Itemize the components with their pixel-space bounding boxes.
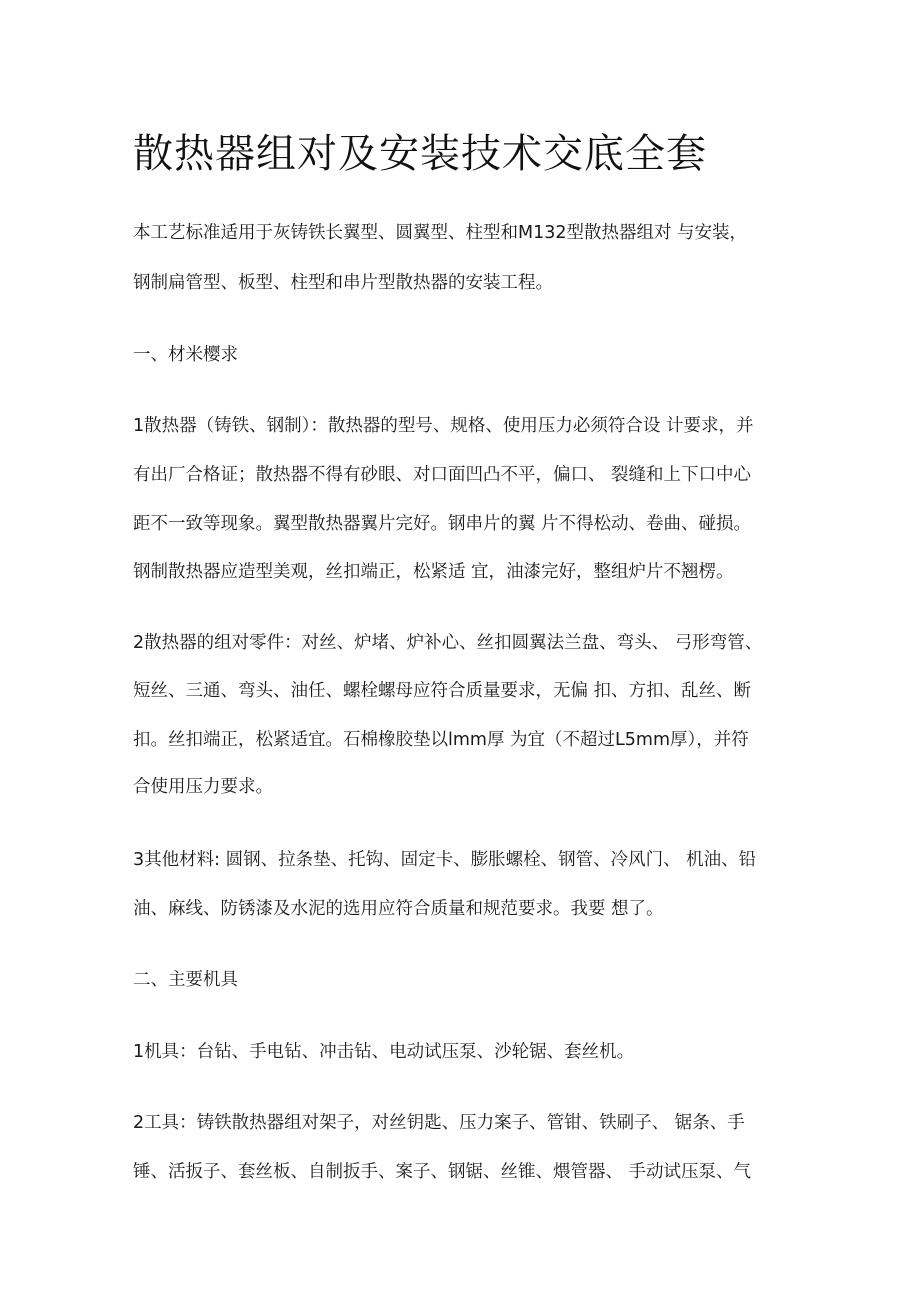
paragraph-2-line-2: 短丝、三通、弯头、油任、螺栓螺母应符合质量要求，无偏 扣、方扣、乱丝、断 [133, 681, 752, 701]
intro-line-2: 钢制扁管型、板型、柱型和串片型散热器的安装工程。 [133, 273, 553, 293]
paragraph-2-line-4: 合使用压力要求。 [133, 777, 273, 797]
paragraph-2-line-1: 2散热器的组对零件：对丝、炉堵、炉补心、丝扣圆翼法兰盘、弯头、 弓形弯管、 [133, 633, 763, 653]
paragraph-1-line-2: 有出厂合格证；散热器不得有砂眼、对口面凹凸不平，偏口、 裂缝和上下口中心 [133, 465, 752, 485]
paragraph-5-line-1: 2工具：铸铁散热器组对架子，对丝钥匙、压力案子、管钳、铁刷子、 锯条、手 [133, 1113, 745, 1133]
section-heading-materials: 一、材米樱求 [133, 345, 238, 365]
paragraph-3-line-1: 3其他材料: 圆钢、拉条垫、托钩、固定卡、膨胀螺栓、钢管、冷风门、 机油、铅 [133, 850, 757, 870]
section-heading-tools: 二、主要机具 [133, 970, 238, 990]
paragraph-2-line-3: 扣。丝扣端正，松紧适宜。石棉橡胶垫以lmm厚 为宜（不超过L5mm厚），并符 [133, 730, 749, 750]
paragraph-1-line-1: 1散热器（铸铁、钢制）：散热器的型号、规格、使用压力必须符合设 计要求，并 [133, 416, 754, 436]
paragraph-1-line-3: 距不一致等现象。翼型散热器翼片完好。钢串片的翼 片不得松动、卷曲、碰损。 [133, 514, 752, 534]
paragraph-4-line-1: 1机具：台钻、手电钻、冲击钻、电动试压泵、沙轮锯、套丝机。 [133, 1042, 635, 1062]
paragraph-5-line-2: 锤、活扳子、套丝板、自制扳手、案子、钢锯、丝锥、煨管器、 手动试压泵、气 [133, 1162, 752, 1182]
paragraph-1-line-4: 钢制散热器应造型美观，丝扣端正，松紧适 宜，油漆完好，整组炉片不翘楞。 [133, 562, 734, 582]
page-title: 散热器组对及安装技术交底全套 [133, 131, 707, 177]
paragraph-3-line-2: 油、麻线、防锈漆及水泥的选用应符合质量和规范要求。我要 想了。 [133, 899, 664, 919]
intro-line-1: 本工艺标准适用于灰铸铁长翼型、圆翼型、柱型和M132型散热器组对 与安装， [133, 223, 748, 243]
